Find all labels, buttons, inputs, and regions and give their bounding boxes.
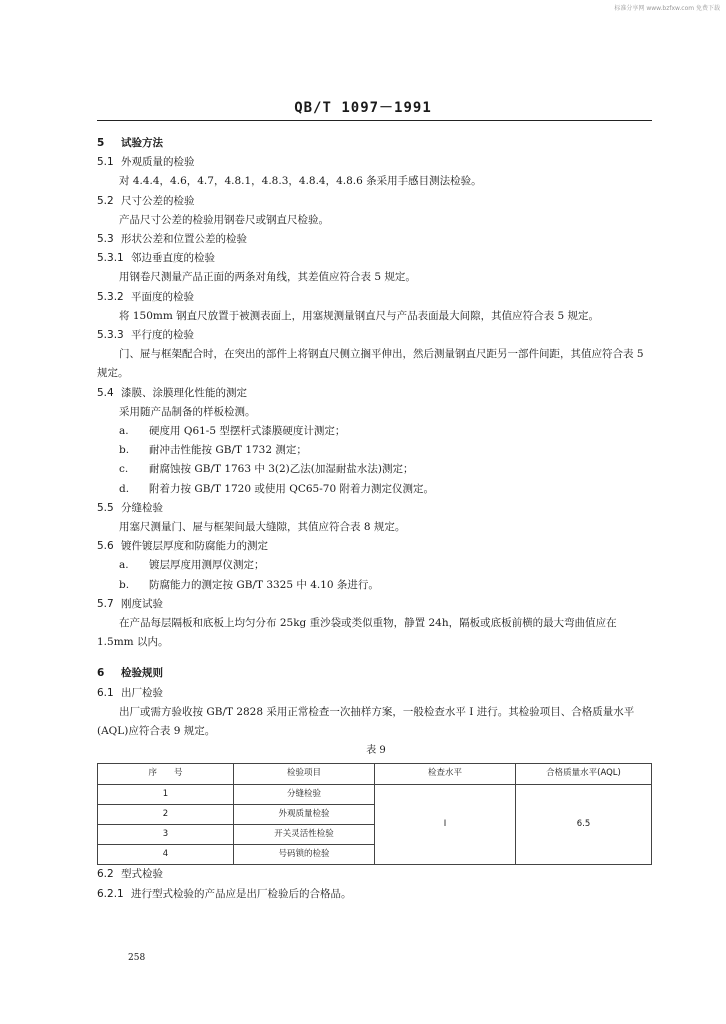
list-item xyxy=(97,441,655,460)
section-5-6-heading xyxy=(97,537,655,556)
header-divider xyxy=(97,120,652,121)
section-5-1-text: 对 4.4.4，4.6，4.7，4.8.1，4.8.3，4.8.4，4.8.6 条采用手感目测法检验。 xyxy=(119,175,482,188)
table-9 xyxy=(97,763,652,866)
table-cell: 分缝检验 xyxy=(234,784,375,804)
table-header: 检查水平 xyxy=(375,763,516,784)
section-5-3-3-heading xyxy=(97,326,655,345)
table-row xyxy=(98,784,652,804)
section-6-2-1-heading xyxy=(97,885,655,904)
section-number: 5.1 xyxy=(97,156,114,169)
section-number: 5.3.3 xyxy=(97,329,124,342)
section-number: 5.3.2 xyxy=(97,290,124,303)
list-item xyxy=(97,576,655,595)
section-number: 6.2 xyxy=(97,868,114,881)
section-6-2-heading xyxy=(97,865,655,884)
table-cell: 号码锁的检验 xyxy=(234,845,375,865)
section-title: 平面度的检验 xyxy=(131,290,194,303)
table-cell: 开关灵活性检验 xyxy=(234,824,375,844)
section-5-heading xyxy=(97,134,655,153)
document-body xyxy=(97,134,655,904)
list-marker: a. xyxy=(119,559,129,572)
list-marker: b. xyxy=(119,578,130,591)
section-5-3-2-text: 将 150mm 钢直尺放置于被测表面上，用塞规测量钢直尺与产品表面最大间隙，其值应符合表 5 规定。 xyxy=(119,309,599,322)
list-text: 耐冲击性能按 GB/T 1732 测定； xyxy=(149,444,307,457)
table-cell: 1 xyxy=(98,784,234,804)
section-number: 5.6 xyxy=(97,540,114,553)
list-text: 硬度用 Q61-5 型摆杆式漆膜硬度计测定； xyxy=(149,425,346,438)
list-marker: d. xyxy=(119,482,130,495)
section-number: 5.5 xyxy=(97,501,114,514)
section-title: 外观质量的检验 xyxy=(121,156,195,169)
section-title: 刚度试验 xyxy=(121,597,163,610)
section-6-heading xyxy=(97,664,655,683)
section-6-1-text: 出厂或需方验收按 GB/T 2828 采用正常检查一次抽样方案，一般检查水平 Ⅰ 进行。其检验项目、合格质量水平(AQL)应符合表 9 规定。 xyxy=(97,705,635,738)
section-6-1-heading xyxy=(97,684,655,703)
section-5-5-heading xyxy=(97,499,655,518)
section-5-7-text: 在产品每层隔板和底板上均匀分布 25kg 重沙袋或类似重物，静置 24h，隔板或底板前横的最大弯曲值应在 1.5mm 以内。 xyxy=(97,617,617,649)
table-header: 检验项目 xyxy=(234,763,375,784)
table-cell: 2 xyxy=(98,804,234,824)
list-marker: c. xyxy=(119,463,129,476)
aql-cell: 6.5 xyxy=(516,784,652,865)
list-text: 耐腐蚀按 GB/T 1763 中 3(2)乙法(加湿耐盐水法)测定； xyxy=(149,463,414,476)
list-item xyxy=(97,556,655,575)
section-title: 镀件镀层厚度和防腐能力的测定 xyxy=(121,540,268,553)
table-cell: 3 xyxy=(98,824,234,844)
watermark: 标准分享网 www.bzfxw.com 免费下载 xyxy=(614,5,720,12)
section-5-7-heading xyxy=(97,595,655,614)
section-number: 6.2.1 xyxy=(97,887,124,900)
section-title: 出厂检验 xyxy=(121,686,163,699)
table-caption: 表 9 xyxy=(366,745,386,757)
section-title: 检验规则 xyxy=(121,667,163,680)
section-number: 5.7 xyxy=(97,597,114,610)
section-title: 型式检验 xyxy=(121,868,163,881)
section-title: 分缝检验 xyxy=(121,501,163,514)
section-title: 邻边垂直度的检验 xyxy=(131,252,215,265)
table-header: 合格质量水平(AQL) xyxy=(516,763,652,784)
section-5-4-heading xyxy=(97,384,655,403)
list-text: 防腐能力的测定按 GB/T 3325 中 4.10 条进行。 xyxy=(149,578,379,591)
section-number: 6 xyxy=(97,667,105,680)
table-cell: 外观质量检验 xyxy=(234,804,375,824)
section-title: 漆膜、涂膜理化性能的测定 xyxy=(121,386,247,399)
standard-header: QB/T 1097－1991 xyxy=(294,100,432,116)
section-5-5-text: 用塞尺测量门、屉与框架间最大缝隙，其值应符合表 8 规定。 xyxy=(119,521,406,534)
section-number: 5.2 xyxy=(97,194,114,207)
section-5-3-1-text: 用钢卷尺测量产品正面的两条对角线，其差值应符合表 5 规定。 xyxy=(119,271,416,284)
section-5-3-2-heading xyxy=(97,288,655,307)
section-number: 5 xyxy=(97,137,105,149)
list-marker: b. xyxy=(119,444,130,457)
section-number: 5.3 xyxy=(97,233,114,246)
section-5-2-heading xyxy=(97,192,655,211)
section-5-3-3-text: 门、屉与框架配合时，在突出的部件上将钢直尺侧立搁平伸出，然后测量钢直尺距另一部件间距，其值应符合表 5 规定。 xyxy=(97,348,644,380)
table-header: 序 号 xyxy=(98,763,234,784)
section-number: 5.3.1 xyxy=(97,252,124,265)
list-item xyxy=(97,480,655,499)
section-5-1-heading xyxy=(97,153,655,172)
page-number: 258 xyxy=(128,953,146,963)
table-header-row xyxy=(98,763,652,784)
list-text: 附着力按 GB/T 1720 或使用 QC65-70 附着力测定仪测定。 xyxy=(149,482,434,495)
inspection-level-cell: Ⅰ xyxy=(375,784,516,865)
section-5-3-1-heading xyxy=(97,249,655,268)
section-title: 形状公差和位置公差的检验 xyxy=(121,233,247,246)
list-item xyxy=(97,460,655,479)
section-number: 6.1 xyxy=(97,686,114,699)
section-5-3-heading xyxy=(97,230,655,249)
section-title: 试验方法 xyxy=(121,137,163,149)
section-number: 5.4 xyxy=(97,386,114,399)
list-item xyxy=(97,422,655,441)
section-title: 尺寸公差的检验 xyxy=(121,194,195,207)
table-cell: 4 xyxy=(98,845,234,865)
section-5-4-text: 采用随产品制备的样板检测。 xyxy=(119,405,256,418)
section-title: 平行度的检验 xyxy=(131,329,194,342)
list-marker: a. xyxy=(119,425,129,438)
section-title: 进行型式检验的产品应是出厂检验后的合格品。 xyxy=(131,887,352,900)
list-text: 镀层厚度用测厚仪测定； xyxy=(149,559,265,572)
section-5-2-text: 产品尺寸公差的检验用钢卷尺或钢直尺检验。 xyxy=(119,213,329,226)
